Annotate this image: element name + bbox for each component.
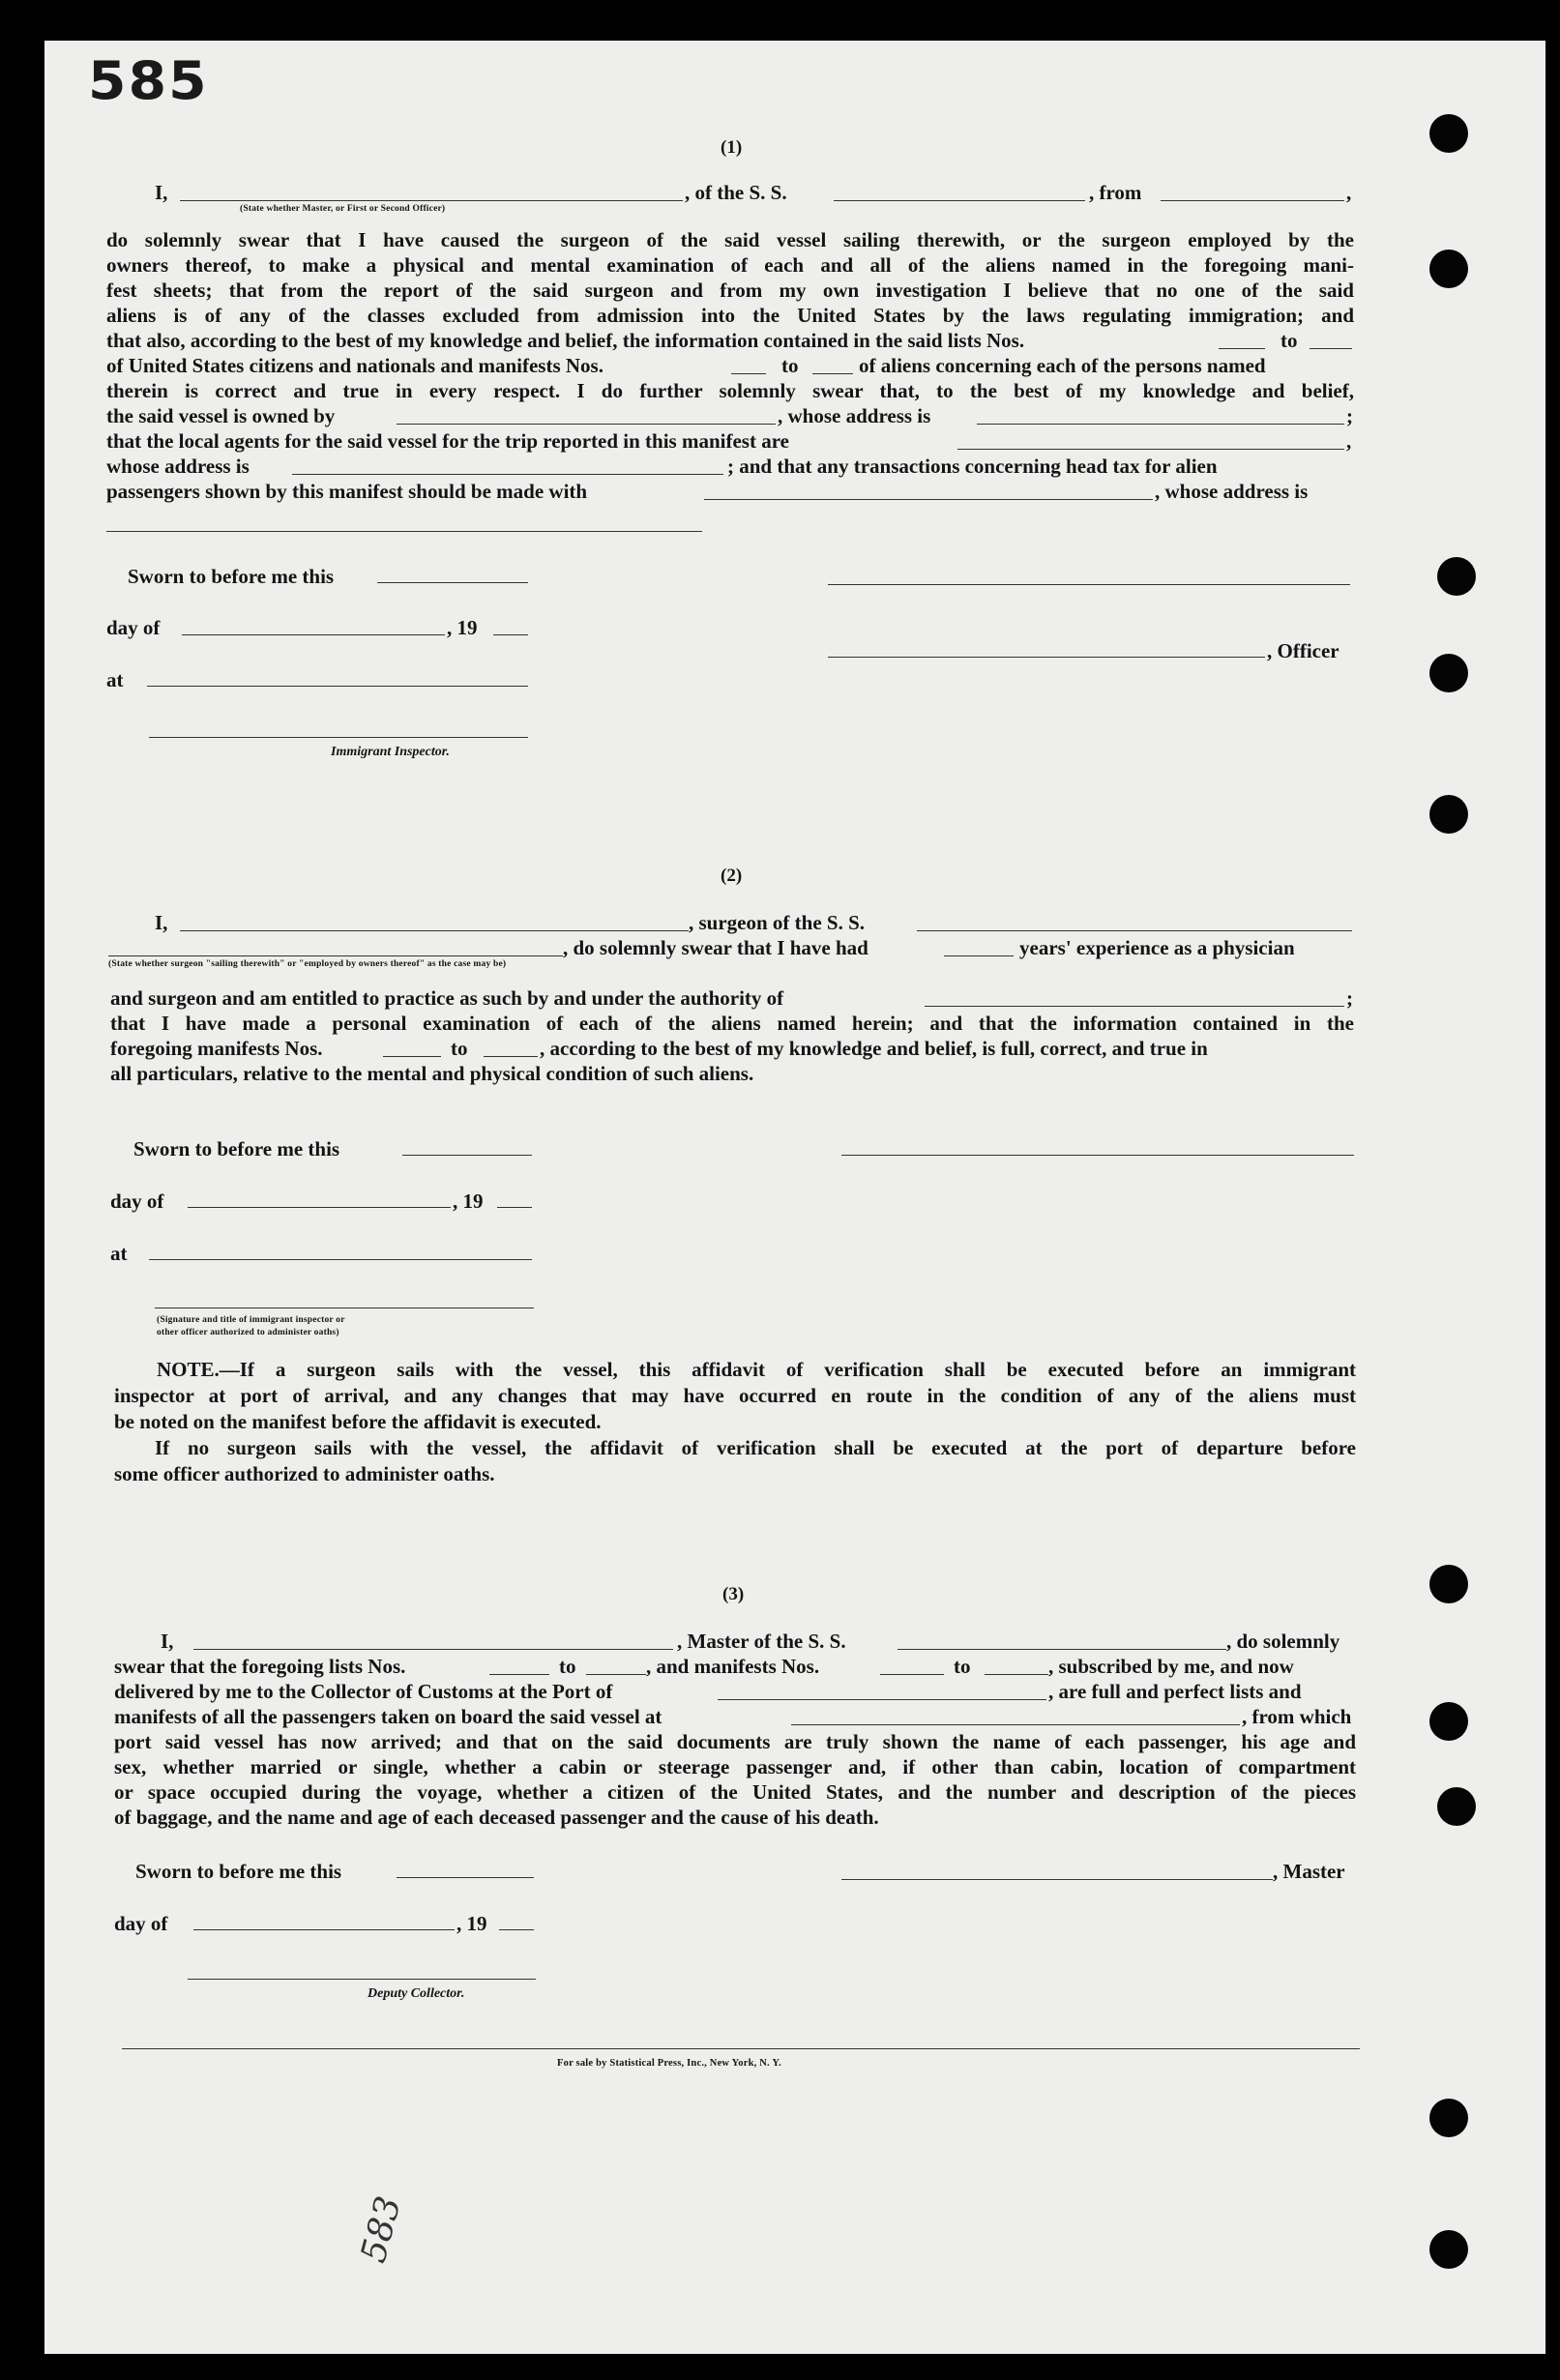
officer-name-line[interactable]	[828, 657, 1265, 658]
foregoing-to-label: to	[451, 1037, 468, 1060]
years-label: years' experience as a physician	[1019, 936, 1295, 959]
section3-line1-lead: I,	[161, 1630, 174, 1653]
signature-caption: (Signature and title of immigrant inspector or	[157, 1315, 345, 1325]
binder-hole-icon	[1437, 1787, 1476, 1826]
officer-caption: (State whether Master, or First or Second Officer)	[240, 204, 446, 214]
section3-heading: (3)	[722, 1584, 745, 1604]
inspector-caption: Immigrant Inspector.	[331, 745, 450, 759]
from-label: , from	[1089, 181, 1142, 204]
authority-end: ;	[1346, 986, 1353, 1010]
binder-hole-icon	[1429, 1702, 1468, 1741]
of-ss-label: , of the S. S.	[685, 181, 787, 204]
examined-line: that I have made a personal examination of each of the aliens named herein; and that the information contained in the	[110, 1012, 1354, 1035]
foregoing-label: foregoing manifests Nos.	[110, 1037, 323, 1060]
owner-address-label: , whose address is	[778, 404, 931, 427]
binder-hole-icon	[1429, 654, 1468, 692]
master-label: , Master	[1273, 1860, 1345, 1883]
signature-caption: other officer authorized to administer oaths)	[157, 1328, 339, 1337]
year-label: , 19	[453, 1190, 484, 1213]
section2-line1-lead: I,	[155, 911, 168, 934]
solemnly-label: , do solemnly	[1226, 1630, 1340, 1653]
head-tax-party-field[interactable]	[704, 499, 1153, 500]
binder-hole-icon	[1429, 795, 1468, 834]
lists-to-label: to	[1280, 329, 1298, 352]
lists-from-field[interactable]	[489, 1674, 549, 1675]
lists-from-field[interactable]	[1219, 348, 1265, 349]
section1-para-line: aliens is of any of the classes excluded from admission into the United States by the laws regulating immigration; and	[106, 304, 1354, 327]
deputy-signature-line[interactable]	[188, 1979, 536, 1980]
sworn-day-field[interactable]	[377, 582, 528, 583]
inspector-signature-line[interactable]	[149, 737, 528, 738]
master-of-ss-label: , Master of the S. S.	[677, 1630, 846, 1653]
master-name-field[interactable]	[193, 1649, 673, 1650]
at-place-field[interactable]	[149, 1259, 532, 1260]
subscribed-label: , subscribed by me, and now	[1048, 1655, 1294, 1678]
officer-signature-line[interactable]	[828, 584, 1350, 585]
handwritten-mark: 583	[353, 2192, 410, 2267]
surgeon-name-field[interactable]	[180, 930, 689, 931]
manifests-to-field[interactable]	[812, 373, 853, 374]
note-line: some officer authorized to administer oaths.	[114, 1462, 495, 1485]
lists-to-field[interactable]	[1310, 348, 1352, 349]
section3-para-line: or space occupied during the voyage, whether a citizen of the United States, and the number and description of the pieces	[114, 1780, 1356, 1804]
day-of-label: day of	[110, 1190, 164, 1213]
line1-end: ,	[1346, 181, 1352, 204]
year-field[interactable]	[499, 1929, 534, 1930]
month-field[interactable]	[188, 1207, 451, 1208]
surgeon-caption: (State whether surgeon "sailing therewith" or "employed by owners thereof" as the case may be)	[108, 959, 507, 969]
from-port-field[interactable]	[1161, 200, 1344, 201]
year-label: , 19	[447, 616, 478, 639]
binder-hole-icon	[1429, 250, 1468, 288]
year-field[interactable]	[493, 634, 528, 635]
port-field[interactable]	[718, 1699, 1046, 1700]
agents-end: ,	[1346, 429, 1352, 453]
at-label: at	[106, 668, 124, 691]
section1-line1-lead: I,	[155, 181, 168, 204]
year-label: , 19	[456, 1912, 487, 1935]
embark-port-field[interactable]	[791, 1724, 1240, 1725]
foregoing-to-field[interactable]	[484, 1056, 538, 1057]
master-vessel-field[interactable]	[898, 1649, 1226, 1650]
at-label: at	[110, 1242, 128, 1265]
years-field[interactable]	[944, 955, 1014, 956]
section1-para-line: fest sheets; that from the report of the said surgeon and from my own investigation I believe that no one of the said	[106, 279, 1354, 302]
master-name-field[interactable]	[180, 200, 683, 201]
note-line: If no surgeon sails with the vessel, the affidavit of verification shall be executed at the port of departure before	[155, 1436, 1356, 1459]
binder-hole-icon	[1429, 2099, 1468, 2137]
owned-end: ;	[1346, 404, 1353, 427]
surgeon-swear-label: , do solemnly swear that I have had	[563, 936, 868, 959]
section2-heading: (2)	[721, 866, 743, 886]
sworn-label: Sworn to before me this	[135, 1860, 342, 1883]
agents-address-field[interactable]	[292, 474, 723, 475]
manifests-to-field[interactable]	[985, 1674, 1048, 1675]
section3-para-line: sex, whether married or single, whether a cabin or steerage passenger and, if other than cabin, location of compartment	[114, 1755, 1356, 1778]
sworn-day-field[interactable]	[402, 1155, 532, 1156]
owner-field[interactable]	[397, 424, 776, 425]
lists-to-label: to	[559, 1655, 576, 1678]
and-manifests-label: , and manifests Nos.	[646, 1655, 820, 1678]
lists-to-field[interactable]	[586, 1674, 646, 1675]
manifests-to-label: to	[781, 354, 799, 377]
foregoing-from-field[interactable]	[383, 1056, 441, 1057]
manifests-from-field[interactable]	[731, 373, 766, 374]
month-field[interactable]	[193, 1929, 455, 1930]
section3-para-line: port said vessel has now arrived; and that on the said documents are truly shown the name of each passenger, his age and	[114, 1730, 1356, 1753]
passengers-label: passengers shown by this manifest should be made with	[106, 480, 588, 503]
form-number-stamp: 585	[88, 50, 209, 111]
note-line: NOTE.—If a surgeon sails with the vessel, this affidavit of verification shall be executed before an immigrant	[157, 1358, 1356, 1381]
therein-line: therein is correct and true in every respect. I do further solemnly swear that, to the best of my knowledge and belief,	[106, 379, 1354, 402]
section3-para-line: of baggage, and the name and age of each deceased passenger and the cause of his death.	[114, 1806, 879, 1829]
note-line: be noted on the manifest before the affidavit is executed.	[114, 1410, 602, 1433]
surgeon-type-field[interactable]	[108, 955, 563, 956]
binder-hole-icon	[1429, 114, 1468, 153]
binder-hole-icon	[1429, 2230, 1468, 2269]
delivered-label: delivered by me to the Collector of Customs at the Port of	[114, 1680, 613, 1703]
foregoing-text-b: , according to the best of my knowledge and belief, is full, correct, and true in	[540, 1037, 1208, 1060]
surgeon-vessel-field[interactable]	[917, 930, 1352, 931]
sworn-day-field[interactable]	[397, 1877, 534, 1878]
authority-label: and surgeon and am entitled to practice as such by and under the authority of	[110, 986, 784, 1010]
head-tax-address-field[interactable]	[106, 531, 702, 532]
month-field[interactable]	[182, 634, 445, 635]
manifests-text-b: of aliens concerning each of the persons named	[859, 354, 1266, 377]
footer-imprint: For sale by Statistical Press, Inc., New York, N. Y.	[557, 2058, 781, 2069]
officer-label: , Officer	[1267, 639, 1339, 662]
agents-field[interactable]	[957, 449, 1344, 450]
particulars-line: all particulars, relative to the mental and physical condition of such aliens.	[110, 1062, 754, 1085]
binder-hole-icon	[1429, 1565, 1468, 1603]
footer-rule	[122, 2048, 1360, 2049]
section1-heading: (1)	[721, 137, 743, 158]
day-of-label: day of	[106, 616, 161, 639]
sworn-label: Sworn to before me this	[133, 1137, 340, 1161]
head-tax-text: ; and that any transactions concerning head tax for alien	[727, 455, 1218, 478]
year-field[interactable]	[497, 1207, 532, 1208]
manifests-from-field[interactable]	[880, 1674, 944, 1675]
manifests-text-a: of United States citizens and nationals and manifests Nos.	[106, 354, 603, 377]
vessel-name-field[interactable]	[834, 200, 1085, 201]
manifests-to-label: to	[954, 1655, 971, 1678]
section1-para-line: owners thereof, to make a physical and mental examination of each and all of the aliens named in the foregoing mani-	[106, 253, 1354, 277]
from-which-label: , from which	[1242, 1705, 1352, 1728]
note-line: inspector at port of arrival, and any changes that may have occurred en route in the condition of any of the aliens must	[114, 1384, 1356, 1407]
master-signature-line[interactable]	[841, 1879, 1273, 1880]
perfect-lists-label: , are full and perfect lists and	[1048, 1680, 1302, 1703]
at-place-field[interactable]	[147, 686, 528, 687]
day-of-label: day of	[114, 1912, 168, 1935]
surgeon-signature-line[interactable]	[841, 1155, 1354, 1156]
section1-para-line: do solemnly swear that I have caused the surgeon of the said vessel sailing therewith, or the surgeon employed by the	[106, 228, 1354, 251]
binder-hole-icon	[1437, 557, 1476, 596]
surgeon-of-ss-label: , surgeon of the S. S.	[689, 911, 866, 934]
deputy-caption: Deputy Collector.	[368, 1986, 465, 2001]
agents-label: that the local agents for the said vessel for the trip reported in this manifest are	[106, 429, 789, 453]
owned-by-label: the said vessel is owned by	[106, 404, 336, 427]
head-tax-address-label: , whose address is	[1155, 480, 1309, 503]
swear-lists-label: swear that the foregoing lists Nos.	[114, 1655, 406, 1678]
sworn-label: Sworn to before me this	[128, 565, 335, 588]
authority-field[interactable]	[925, 1006, 1344, 1007]
agents-address-label: whose address is	[106, 455, 250, 478]
owner-address-field[interactable]	[977, 424, 1344, 425]
lists-nos-text: that also, according to the best of my knowledge and belief, the information contained in the said lists Nos.	[106, 329, 1025, 352]
taken-on-board-label: manifests of all the passengers taken on board the said vessel at	[114, 1705, 662, 1728]
